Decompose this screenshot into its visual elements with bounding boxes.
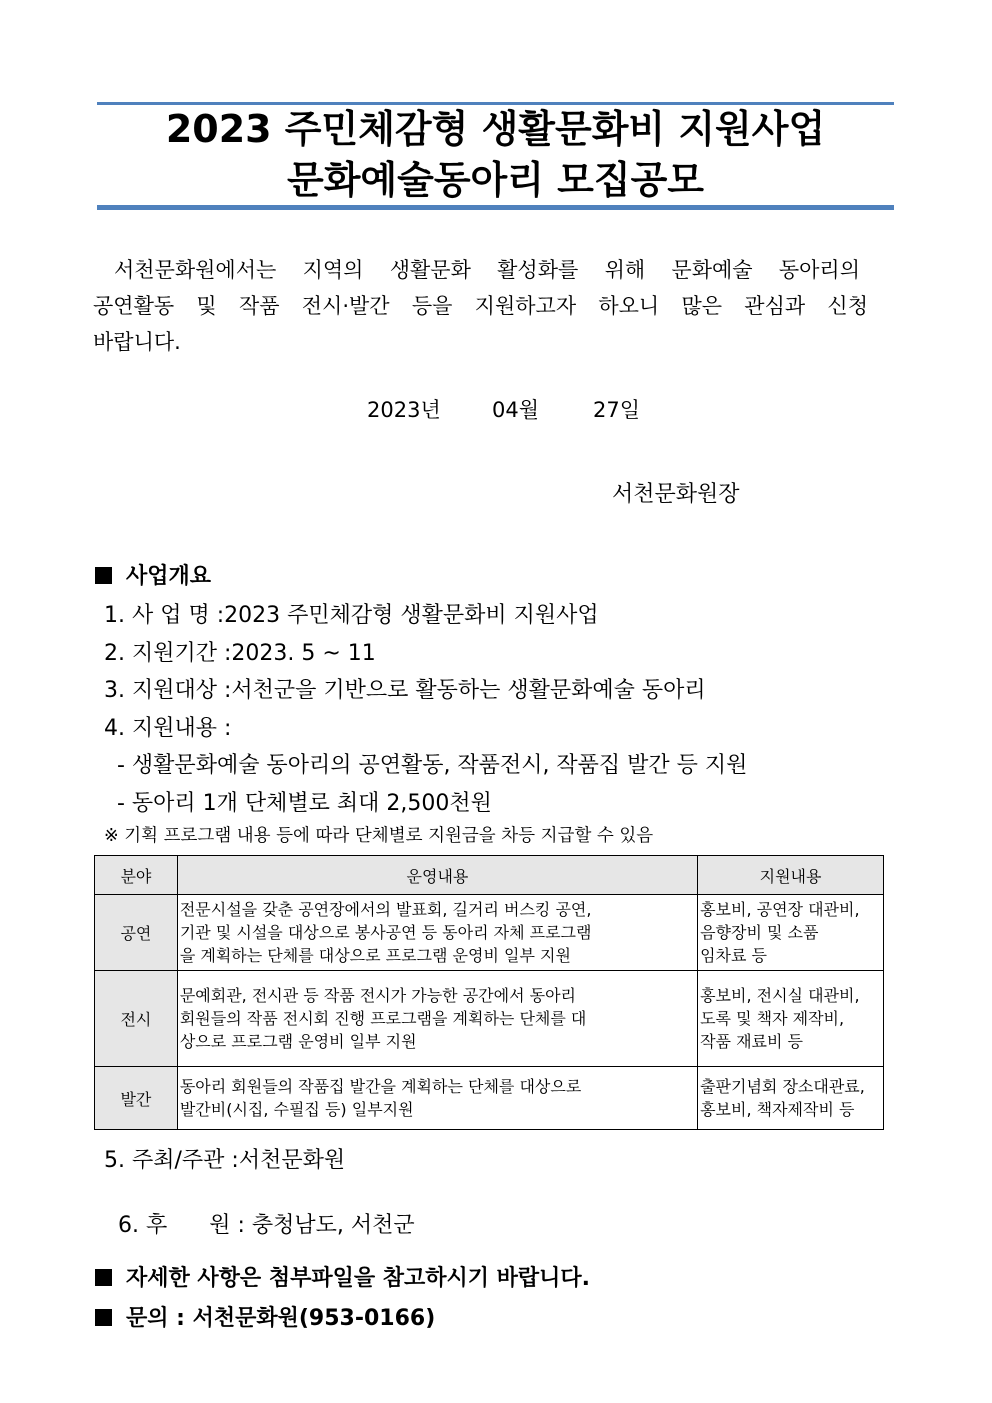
table-row [95,971,884,1067]
content-line: 을 계획하는 단체를 대상으로 프로그램 운영비 일부 지원 [179,946,571,965]
overview-item-2 [104,636,376,667]
support-line: 임차료 등 [700,946,768,965]
table-cell-support [698,1067,884,1130]
item-value: 충청남도, 서천군 [251,1213,415,1238]
overview-sub-item-1: - 생활문화예술 동아리의 공연활동, 작품전시, 작품집 발간 등 지원 [117,753,748,778]
square-bullet-icon [95,567,112,584]
table-header-content: 운영내용 [177,856,697,895]
item-value: 서천문화원 [238,1148,346,1173]
support-line: 홍보비, 책자제작비 등 [700,1100,855,1119]
content-line: 문예회관, 전시관 등 작품 전시가 가능한 공간에서 동아리 [179,986,577,1005]
item-label: 2. 지원기간 : [104,641,232,666]
signer: 서천문화원장 [612,482,740,507]
support-line: 홍보비, 전시실 대관비, [700,986,860,1005]
overview-item-3 [104,673,706,704]
footer-detail [95,1261,590,1292]
support-table [94,855,884,1130]
item-value: 서천군을 기반으로 활동하는 생활문화예술 동아리 [231,678,706,703]
item-value: 2023. 5 ~ 11 [231,641,376,666]
table-cell-support [698,895,884,971]
content-line: 회원들의 작품 전시회 진행 프로그램을 계획하는 단체를 대 [179,1009,587,1028]
item-label: 3. 지원대상 : [104,678,232,703]
item-label: 6. 후 원 : [118,1213,252,1238]
table-header-support: 지원내용 [698,856,884,895]
footer-detail-text: 자세한 사항은 첨부파일을 참고하시기 바랍니다. [126,1266,591,1291]
footer-contact-text: 문의 : 서천문화원(953-0166) [126,1306,436,1331]
item-label: 1. 사 업 명 : [104,603,225,628]
footer-contact [95,1301,435,1332]
table-row [95,1067,884,1130]
organizer-item-sponsor [104,1183,415,1239]
table-cell-category: 전시 [95,971,178,1067]
content-line: 동아리 회원들의 작품집 발간을 계획하는 단체를 대상으로 [179,1077,582,1096]
content-line: 전문시설을 갖춘 공연장에서의 발표회, 길거리 버스킹 공연, [179,900,592,919]
table-cell-support [698,971,884,1067]
section-heading-text: 사업개요 [126,564,212,589]
intro-line-1: 서천문화원에서는 지역의 생활문화 활성화를 위해 문화예술 동아리의 [114,258,860,282]
table-cell-category: 공연 [95,895,178,971]
item-label: 4. 지원내용 : [104,716,232,741]
title-rule-bottom [97,205,894,210]
content-line: 상으로 프로그램 운영비 일부 지원 [179,1032,417,1051]
item-value: 2023 주민체감형 생활문화비 지원사업 [224,603,599,628]
table-cell-content [177,971,697,1067]
support-line: 홍보비, 공연장 대관비, [700,900,860,919]
intro-paragraph [93,252,883,360]
support-line: 작품 재료비 등 [700,1032,804,1051]
support-line: 도록 및 책자 제작비, [700,1009,845,1028]
square-bullet-icon [95,1269,112,1286]
table-cell-category: 발간 [95,1067,178,1130]
title-rule-top [97,102,894,105]
page-title-line2: 문화예술동아리 모집공모 [286,158,705,202]
overview-sub-item-2: - 동아리 1개 단체별로 최대 2,500천원 [117,791,492,816]
support-line: 출판기념회 장소대관료, [700,1077,865,1096]
intro-line-3: 바랍니다. [93,330,181,354]
content-line: 기관 및 시설을 대상으로 봉사공연 등 동아리 자체 프로그램 [179,923,592,942]
overview-note: ※ 기획 프로그램 내용 등에 따라 단체별로 지원금을 차등 지급할 수 있음 [104,826,654,846]
organizer-item-host [104,1143,345,1174]
table-row [95,895,884,971]
overview-item-4 [104,711,231,742]
section-overview-heading [95,559,211,590]
overview-item-1 [104,598,599,629]
table-header-row [95,856,884,895]
page-title-line1: 2023 주민체감형 생활문화비 지원사업 [165,107,826,151]
table-cell-content [177,1067,697,1130]
content-line: 발간비(시집, 수필집 등) 일부지원 [179,1100,414,1119]
date-day: 27일 [593,398,641,422]
intro-line-2: 공연활동 및 작품 전시·발간 등을 지원하고자 하오니 많은 관심과 신청 [93,294,868,318]
table-header-category: 분야 [95,856,178,895]
item-label: 5. 주최/주관 : [104,1148,239,1173]
table-cell-content [177,895,697,971]
support-line: 음향장비 및 소품 [700,923,819,942]
date-month: 04월 [492,398,540,422]
square-bullet-icon [95,1309,112,1326]
date-year: 2023년 [367,398,441,422]
